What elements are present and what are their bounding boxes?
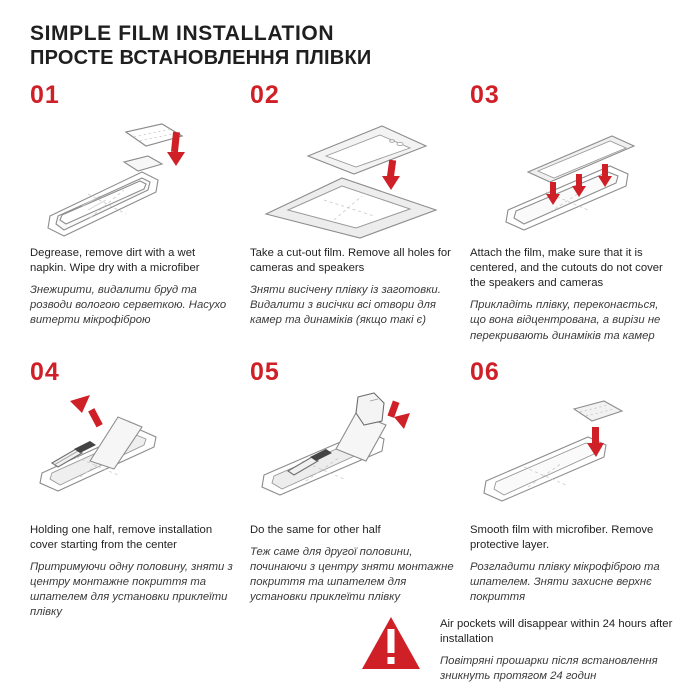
step-01 (30, 80, 234, 344)
step-description-uk: Розгладити плівку мікрофіброю та шпателем. Зняти захисне верхнє покриття (470, 560, 660, 604)
step-description-en: Degrease, remove dirt with a wet napkin. Wipe dry with a microfiber (30, 246, 200, 275)
page-title-uk: ПРОСТЕ ВСТАНОВЛЕННЯ ПЛІВКИ (30, 46, 372, 69)
step-04 (30, 357, 234, 621)
step-description-uk: Прикладіть плівку, переконається, що вона відцентрована, а вирізи не перекривають динаміків та камер (470, 299, 661, 342)
step-03-illustration (470, 110, 674, 242)
step-03 (470, 80, 674, 344)
step-01-illustration (30, 110, 234, 242)
step-number: 06 (470, 357, 500, 386)
step-number: 01 (30, 80, 60, 109)
step-description-en: Take a cut-out film. Remove all holes for cameras and speakers (250, 246, 451, 275)
step-06-illustration (470, 387, 674, 519)
step-04-illustration (30, 387, 234, 519)
step-02-illustration (250, 110, 454, 242)
step-description-en: Smooth film with microfiber. Remove protective layer. (470, 523, 654, 551)
footer-note (30, 613, 674, 685)
step-number: 05 (250, 357, 280, 386)
step-02 (250, 80, 454, 344)
step-description-en: Do the same for other half (250, 523, 381, 536)
steps-grid-row-1 (30, 80, 674, 344)
step-05-illustration (250, 387, 454, 519)
step-description-en: Attach the film, make sure that it is centered, and the cutouts do not cover the speakers and cameras (470, 246, 663, 290)
footer-note-uk: Повітряні прошарки після встановлення зникнуть протягом 24 годин (440, 654, 658, 682)
footer-note-en: Air pockets will disappear within 24 hours after installation (440, 617, 673, 645)
page-title-en: SIMPLE FILM INSTALLATION (30, 22, 335, 45)
header (30, 22, 674, 69)
step-number: 04 (30, 357, 60, 386)
step-number: 03 (470, 80, 500, 109)
step-06 (470, 357, 674, 621)
step-description-en: Holding one half, remove installation cover starting from the center (30, 523, 213, 551)
step-description-uk: Зняти висічену плівку із заготовки. Видалити з висічки всі отвори для камер та динаміків (якщо такі є) (250, 284, 441, 327)
step-description-uk: Притримуючи одну половину, зняти з центру монтажне покриття та шпателем для установки приклеїти плівку (30, 560, 233, 619)
step-05 (250, 357, 454, 621)
footer-text (440, 613, 674, 685)
steps-grid-row-2 (30, 357, 674, 621)
step-description-uk: Знежирити, видалити бруд та розводи вологою серветкою. Насухо витерти мікрофіброю (30, 284, 227, 327)
warning-triangle-icon (360, 615, 422, 676)
step-description-uk: Теж саме для другої половини, починаючи з центру зняти монтажне покриття та шпателем для установки приклеїти плівку (250, 545, 454, 604)
step-number: 02 (250, 80, 280, 109)
